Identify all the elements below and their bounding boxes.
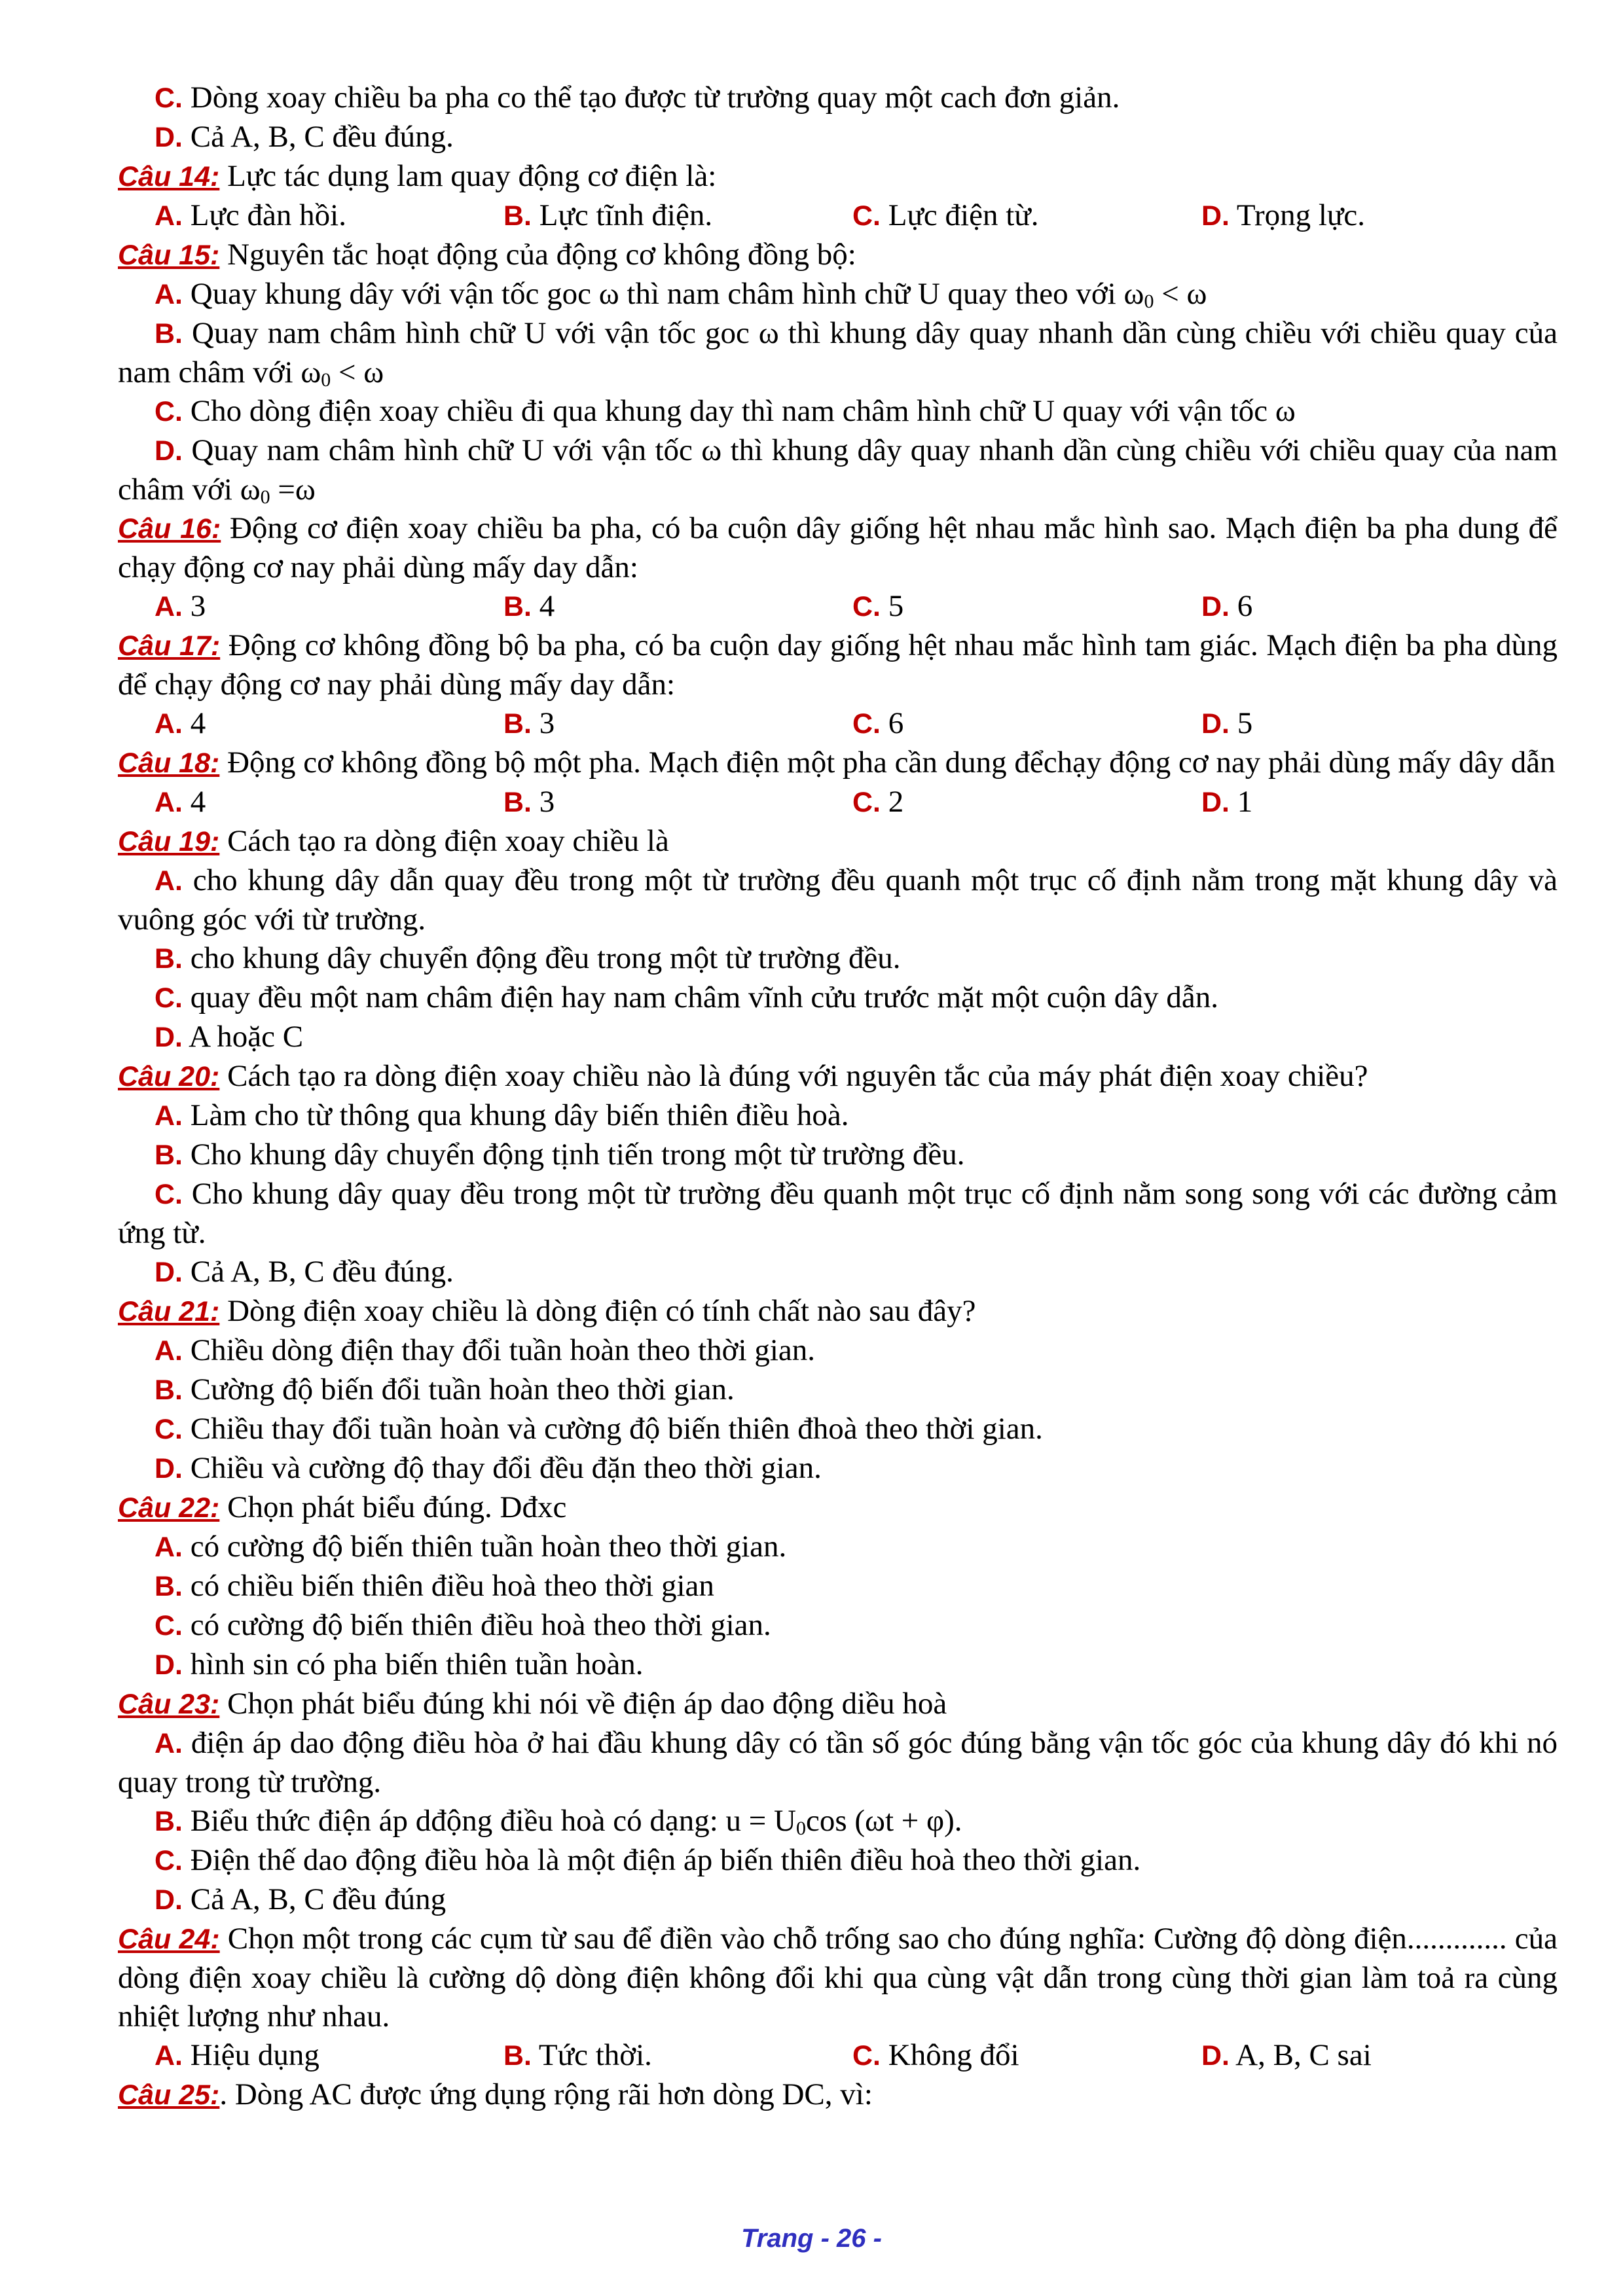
option-label: A. <box>155 708 183 740</box>
option-label: A. <box>155 2040 183 2072</box>
option-text: 4 <box>183 785 206 819</box>
question-14 <box>118 157 1558 196</box>
question-label: Câu 21: <box>118 1296 220 1327</box>
option-text: Lực điện từ. <box>881 198 1039 232</box>
option-text: Chiều dòng điện thay đổi tuần hoàn theo thời gian. <box>183 1333 816 1367</box>
option-text: Quay nam châm hình chữ U với vận tốc ω thì khung dây quay nhanh dần cùng chiều với chiều quay của nam châm với ω <box>118 433 1558 507</box>
question-17 <box>118 626 1558 704</box>
option-d <box>1201 704 1550 744</box>
question-text: . Dòng AC được ứng dụng rộng rãi hơn dòng DC, vì: <box>219 2077 873 2111</box>
option-a <box>155 587 503 626</box>
option-label: C. <box>852 200 881 232</box>
option-label: D. <box>155 122 183 153</box>
option-label: B. <box>503 200 532 232</box>
option-d <box>118 1018 1558 1057</box>
question-label: Câu 22: <box>118 1492 220 1524</box>
option-text: Không đổi <box>881 2038 1019 2072</box>
question-21 <box>118 1292 1558 1331</box>
option-label: D. <box>1201 2040 1230 2072</box>
question-text: Chọn phát biểu đúng. Dđxc <box>219 1490 567 1524</box>
options-row <box>118 196 1558 236</box>
option-text: 5 <box>881 589 904 623</box>
option-label: A. <box>155 1335 183 1367</box>
option-text: Quay nam châm hình chữ U với vận tốc goc ω thì khung dây quay nhanh dần cùng chiều với chiều quay của nam châm với ω <box>118 316 1558 389</box>
option-b <box>118 1802 1558 1841</box>
option-a <box>118 1724 1558 1802</box>
option-label: C. <box>155 982 183 1014</box>
subscript: 0 <box>260 486 270 508</box>
option-label: B. <box>503 787 532 818</box>
question-text: Động cơ không đồng bộ ba pha, có ba cuộn day giống hệt nhau mắc hình tam giác. Mạch điện ba pha dùng để chạy động cơ nay phải dùng mấy day dẫn: <box>118 628 1558 702</box>
option-label: B. <box>155 943 183 975</box>
question-label: Câu 17: <box>118 630 221 662</box>
option-label: B. <box>155 1374 183 1406</box>
option-label: B. <box>155 318 183 350</box>
question-text: Nguyên tắc hoạt động của động cơ không đồng bộ: <box>219 238 856 272</box>
option-label: A. <box>155 1100 183 1132</box>
question-text: Chọn một trong các cụm từ sau để điền vào chỗ trống sao cho đúng nghĩa: Cường độ dòng điện............. của dòng điện xoay chiều là cường dộ dòng điện không đổi khi qua cùng vật dẫn trong cùng thời gian làm toả ra cùng nhiệt lượng như nhau. <box>118 1922 1558 2034</box>
option-b <box>118 314 1558 392</box>
option-b <box>118 1567 1558 1606</box>
option-c <box>118 1410 1558 1449</box>
option-text: Cả A, B, C đều đúng. <box>183 120 454 154</box>
option-label: D. <box>155 1453 183 1484</box>
option-text: 3 <box>532 706 555 740</box>
option-b <box>118 1136 1558 1175</box>
question-text: Lực tác dụng lam quay động cơ điện là: <box>219 159 717 193</box>
question-19 <box>118 822 1558 861</box>
option-text-tail: cos (ωt + φ). <box>805 1804 962 1838</box>
option-text: có cường độ biến thiên tuần hoàn theo thời gian. <box>183 1530 787 1564</box>
options-row <box>118 783 1558 822</box>
option-label: C. <box>155 1845 183 1876</box>
option-text: Biểu thức điện áp dđộng điều hoà có dạng: u = U <box>183 1804 796 1838</box>
option-label: C. <box>155 1179 183 1210</box>
option-text: cho khung dây dẫn quay đều trong một từ trường đều quanh một trục cố định nằm trong mặt khung dây và vuông góc với từ trường. <box>118 863 1558 937</box>
option-a <box>155 704 503 744</box>
options-row <box>118 704 1558 744</box>
option-label: C. <box>852 787 881 818</box>
option-c <box>852 2036 1201 2075</box>
option-text: Trọng lực. <box>1230 198 1366 232</box>
question-label: Câu 25: <box>118 2079 220 2111</box>
option-text: Chiều và cường độ thay đổi đều đặn theo thời gian. <box>183 1451 822 1485</box>
option-text: Hiệu dụng <box>183 2038 319 2072</box>
option-label: D. <box>155 435 183 467</box>
question-18 <box>118 744 1558 783</box>
option-text: điện áp dao động điều hòa ở hai đầu khung dây có tần số góc đúng bằng vận tốc góc của khung dây đó khi nó quay trong từ trường. <box>118 1726 1558 1799</box>
option-label: D. <box>1201 787 1230 818</box>
option-text: 5 <box>1230 706 1253 740</box>
option-b <box>503 2036 852 2075</box>
option-label: C. <box>155 396 183 427</box>
option-text: Làm cho từ thông qua khung dây biến thiên điều hoà. <box>183 1098 849 1132</box>
option-text: Dòng xoay chiều ba pha co thể tạo được từ trường quay một cach đơn giản. <box>183 81 1120 115</box>
lead-option-c <box>118 79 1558 118</box>
option-c <box>852 704 1201 744</box>
question-label: Câu 18: <box>118 747 220 779</box>
option-label: A. <box>155 279 183 310</box>
option-text-tail: =ω <box>270 473 316 507</box>
option-a <box>155 196 503 236</box>
option-c <box>852 196 1201 236</box>
option-text: Cho dòng điện xoay chiều đi qua khung day thì nam châm hình chữ U quay với vận tốc ω <box>183 394 1296 428</box>
question-label: Câu 24: <box>118 1924 220 1955</box>
option-text: hình sin có pha biến thiên tuần hoàn. <box>183 1647 644 1681</box>
option-text: 3 <box>183 589 206 623</box>
question-25 <box>118 2075 1558 2115</box>
option-text: Cho khung dây quay đều trong một từ trường đều quanh một trục cố định nằm song song với các đường cảm ứng từ. <box>118 1177 1558 1250</box>
option-text: Lực tĩnh điện. <box>532 198 713 232</box>
option-text: Điện thế dao động điều hòa là một điện áp biến thiên điều hoà theo thời gian. <box>183 1843 1141 1877</box>
option-text: Quay khung dây với vận tốc goc ω thì nam châm hình chữ U quay theo với ω <box>183 277 1144 311</box>
option-d <box>118 1253 1558 1292</box>
page-number: Trang - 26 - <box>741 2224 882 2253</box>
option-a <box>118 275 1558 314</box>
option-label: A. <box>155 591 183 622</box>
option-label: B. <box>503 591 532 622</box>
option-text: cho khung dây chuyển động đều trong một từ trường đều. <box>183 941 901 975</box>
option-text: A, B, C sai <box>1230 2038 1372 2072</box>
option-label: B. <box>155 1806 183 1837</box>
option-b <box>503 783 852 822</box>
option-label: A. <box>155 865 183 897</box>
option-b <box>118 1371 1558 1410</box>
option-label: B. <box>503 708 532 740</box>
option-d <box>1201 2036 1550 2075</box>
option-label: D. <box>155 1884 183 1916</box>
option-text: 1 <box>1230 785 1253 819</box>
option-c <box>852 783 1201 822</box>
subscript: 0 <box>795 1818 806 1839</box>
question-text: Chọn phát biểu đúng khi nói về điện áp dao động diều hoà <box>219 1687 947 1721</box>
question-text: Động cơ điện xoay chiều ba pha, có ba cuộn dây giống hệt nhau mắc hình sao. Mạch điện ba pha dung để chạy động cơ nay phải dùng mấy day dẫn: <box>118 511 1558 584</box>
option-label: C. <box>852 2040 881 2072</box>
option-text: 4 <box>183 706 206 740</box>
question-20 <box>118 1057 1558 1096</box>
option-label: D. <box>1201 591 1230 622</box>
option-label: C. <box>155 82 183 114</box>
option-a <box>118 1096 1558 1136</box>
option-text-tail: < ω <box>331 355 384 389</box>
option-b <box>503 196 852 236</box>
option-text: 3 <box>532 785 555 819</box>
option-text: Lực đàn hồi. <box>183 198 346 232</box>
option-d <box>1201 587 1550 626</box>
question-24 <box>118 1920 1558 2036</box>
question-label: Câu 14: <box>118 161 220 192</box>
question-label: Câu 20: <box>118 1061 220 1092</box>
option-text: Cả A, B, C đều đúng. <box>183 1255 454 1289</box>
option-label: B. <box>503 2040 532 2072</box>
option-label: B. <box>155 1571 183 1602</box>
option-b <box>118 939 1558 978</box>
option-text: Cho khung dây chuyển động tịnh tiến trong một từ trường đều. <box>183 1138 965 1172</box>
option-a <box>155 783 503 822</box>
options-row <box>118 2036 1558 2075</box>
option-text: 6 <box>881 706 904 740</box>
option-text: 2 <box>881 785 904 819</box>
question-label: Câu 15: <box>118 240 220 271</box>
option-d <box>118 1449 1558 1488</box>
question-23 <box>118 1685 1558 1724</box>
question-text: Cách tạo ra dòng điện xoay chiều là <box>219 824 669 858</box>
option-label: C. <box>852 591 881 622</box>
option-c <box>118 1841 1558 1880</box>
option-label: D. <box>155 1257 183 1288</box>
question-22 <box>118 1488 1558 1528</box>
option-text: A hoặc C <box>183 1020 304 1054</box>
option-text: Tức thời. <box>532 2038 652 2072</box>
option-text: Cả A, B, C đều đúng <box>183 1882 447 1916</box>
option-label: C. <box>155 1610 183 1641</box>
option-label: A. <box>155 1728 183 1759</box>
option-label: A. <box>155 1532 183 1563</box>
option-text: có cường độ biến thiên điều hoà theo thời gian. <box>183 1608 771 1642</box>
option-text: Cường độ biến đổi tuần hoàn theo thời gian. <box>183 1372 735 1407</box>
option-a <box>155 2036 503 2075</box>
option-label: A. <box>155 200 183 232</box>
subscript: 0 <box>1144 291 1154 312</box>
question-text: Dòng điện xoay chiều là dòng điện có tính chất nào sau đây? <box>219 1294 976 1328</box>
option-text: có chiều biến thiên điều hoà theo thời gian <box>183 1569 714 1603</box>
option-label: A. <box>155 787 183 818</box>
option-d <box>1201 196 1550 236</box>
question-16 <box>118 509 1558 587</box>
option-text: 4 <box>532 589 555 623</box>
option-label: D. <box>1201 708 1230 740</box>
option-c <box>118 1175 1558 1253</box>
option-c <box>852 587 1201 626</box>
option-d <box>118 431 1558 509</box>
option-d <box>1201 783 1550 822</box>
question-text: Cách tạo ra dòng điện xoay chiều nào là đúng với nguyên tắc của máy phát điện xoay chiều? <box>219 1059 1368 1093</box>
option-a <box>118 861 1558 939</box>
option-text: Chiều thay đổi tuần hoàn và cường độ biến thiên đhoà theo thời gian. <box>183 1412 1043 1446</box>
question-label: Câu 23: <box>118 1689 220 1720</box>
option-c <box>118 1606 1558 1645</box>
option-c <box>118 978 1558 1018</box>
option-b <box>503 704 852 744</box>
option-c <box>118 392 1558 431</box>
option-label: C. <box>155 1414 183 1445</box>
option-b <box>503 587 852 626</box>
options-row <box>118 587 1558 626</box>
option-label: B. <box>155 1139 183 1171</box>
question-15 <box>118 236 1558 275</box>
question-label: Câu 16: <box>118 513 221 545</box>
option-text-tail: < ω <box>1154 277 1207 311</box>
option-label: D. <box>155 1022 183 1053</box>
option-label: D. <box>1201 200 1230 232</box>
option-d <box>118 1880 1558 1920</box>
option-a <box>118 1528 1558 1567</box>
question-text: Động cơ không đồng bộ một pha. Mạch điện một pha cần dung đểchạy động cơ nay phải dùng mấy dây dẫn <box>219 745 1556 780</box>
option-a <box>118 1331 1558 1371</box>
option-text: quay đều một nam châm điện hay nam châm vĩnh cửu trước mặt một cuộn dây dẫn. <box>183 980 1218 1014</box>
option-label: D. <box>155 1649 183 1681</box>
question-label: Câu 19: <box>118 826 220 857</box>
option-d <box>118 1645 1558 1685</box>
subscript: 0 <box>321 369 331 391</box>
lead-option-d <box>118 118 1558 157</box>
option-label: C. <box>852 708 881 740</box>
option-text: 6 <box>1230 589 1253 623</box>
